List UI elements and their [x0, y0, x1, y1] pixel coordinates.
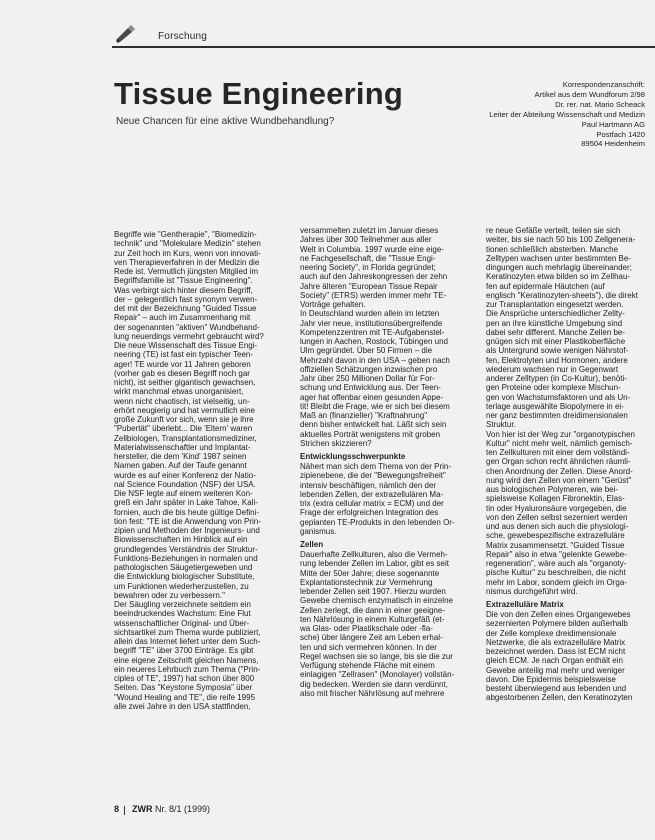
- text-line: det mit der Bezeichnung "Guided Tissue: [114, 304, 257, 313]
- text-line: mehr im Labor, sondern gleich im Orga-: [486, 577, 627, 587]
- text-line: versammelten zuletzt im Januar dieses: [300, 226, 439, 235]
- pen-nib-icon: [112, 22, 138, 44]
- text-line: Regel wachsen sie so lange, bis sie die zur: [300, 651, 453, 661]
- journal-reference: [132, 804, 210, 814]
- text-line: zur Zeit hoch im Kurs, wenn von innovati-: [114, 248, 261, 258]
- footer-divider: [124, 806, 125, 815]
- text-column-2: [300, 226, 476, 836]
- text-line: Jahr vier neue, institutionsübergreifende: [300, 318, 443, 328]
- text-line: rung lebender Zellen im Labor, gibt es seit: [300, 559, 449, 569]
- text-line: um Funktionen wiederherzustellen, zu: [114, 581, 249, 591]
- text-line: Die NSF legte auf einem weiteren Kon-: [114, 489, 253, 498]
- text-line: offiziellen Schätzungen inzwischen pro: [300, 364, 438, 374]
- text-line: Maß an (finanzieller) "Kraftnahrung": [300, 411, 428, 420]
- header-divider: [112, 46, 655, 48]
- text-line: dabei sehr different. Manche Zellen be-: [486, 327, 626, 337]
- text-line: Der Säugling verzeichnete seitdem ein: [114, 600, 251, 609]
- text-line: Rede ist. Vermutlich jüngsten Mitglied im: [114, 267, 259, 276]
- text-line: davon. Die Epidermis beispielsweise: [486, 674, 616, 684]
- text-line: Vorträge gehalten.: [300, 300, 366, 309]
- text-line: Jahr über 250 Millionen Dollar für For-: [300, 374, 435, 383]
- text-line: chen Anordnung der Zellen. Diese Anord-: [486, 466, 633, 476]
- text-line: der sogenannten "aktiven" Wundbehand-: [114, 322, 260, 332]
- correspondence-line: Dr. rer. nat. Mario Scheack: [555, 99, 645, 109]
- text-line: tin oder Hyaluronsäure vorgegeben, die: [486, 503, 627, 513]
- text-line: Zellbiologen, Transplantationsmediziner,: [114, 433, 257, 443]
- text-line: Begriffe wie "Gentherapie", "Biomedizin-: [114, 230, 257, 239]
- text-line: grundlegendes Verständnis der Struktur-: [114, 544, 258, 554]
- text-line: pische Kultur" zu beschreiben, die nicht: [486, 568, 626, 578]
- text-line: Frage der erfolgreichen Integration des: [300, 508, 439, 518]
- text-line: wissenschaftlicher Original- und Über-: [114, 618, 250, 628]
- text-line: terlage ausgewählte Biopolymere in ei-: [486, 401, 624, 411]
- text-line: pathologischen Säugetiergeweben und: [114, 563, 253, 572]
- text-line: Kultur" nicht mehr weit, nämlich gemisch-: [486, 438, 633, 448]
- text-line: der Zelle komplexe dreidimensionale: [486, 628, 617, 638]
- text-line: zipien und Methoden der Ingenieurs- und: [114, 526, 260, 535]
- page-number: 8: [114, 804, 120, 814]
- correspondence-block: [405, 80, 645, 149]
- text-line: bewahren oder zu verbessern.": [114, 590, 225, 600]
- text-line: Namen gaben. Auf der Taufe genannt: [114, 461, 247, 471]
- text-line: Keratinozyten etwa bilden so im Zellhau-: [486, 272, 631, 282]
- text-line: sche) über längere Zeit am Leben erhal-: [300, 633, 443, 643]
- text-line: sezernierten Polymere bilden außerhalb: [486, 619, 628, 629]
- text-line: Mehrzahl davon in den USA – geben nach: [300, 355, 450, 365]
- section-heading: Extrazelluläre Matrix: [486, 600, 564, 609]
- text-line: pen an ihre künstliche Umgebung sind: [486, 318, 623, 328]
- text-line: lungen in Aachen, Rostock, Tübingen und: [300, 337, 448, 346]
- text-line: spielsweise Kollagen Fibronektin, Elas-: [486, 494, 625, 504]
- journal-issue: Nr. 8/1 (1999): [152, 804, 211, 814]
- text-line: abgestorbenen Zellen, den Keratinozyten: [486, 693, 633, 703]
- text-line: tionen schließlich absterben. Manche: [486, 244, 619, 254]
- text-line: ten und sich vermehren können. In der: [300, 642, 437, 652]
- text-line: nicht), ist seither gigantisch gewachsen,: [114, 378, 256, 387]
- text-line: geplanten TE-Produkts in den lebenden Or-: [300, 517, 455, 527]
- correspondence-line: Paul Hartmann AG: [581, 119, 645, 129]
- text-line: intensiv beschäftigen, nämlich den der: [300, 480, 437, 490]
- text-line: Jahre älteren "European Tissue Repair: [300, 281, 438, 291]
- text-line: wa Glas- oder Plastikschale oder -fla-: [300, 624, 433, 633]
- text-line: ager hat offenbar einen gesunden Appe-: [300, 392, 444, 402]
- text-line: anderer Zelltypen (in Co-Kultur), benöti-: [486, 374, 627, 383]
- journal-name: ZWR: [132, 804, 153, 814]
- text-line: lebenden Zellen, der extrazellulären Ma-: [300, 489, 444, 499]
- text-line: "Wound Healing and TE", die reife 1995: [114, 692, 256, 702]
- text-line: Explantationstechnik zur Vermehrung: [300, 577, 433, 587]
- text-column-3: [486, 226, 655, 836]
- text-line: Welt in Columbia. 1997 wurde eine eige-: [300, 244, 444, 254]
- text-line: Was verbirgt sich hinter diesem Begriff,: [114, 285, 253, 295]
- text-line: trix (extra cellular matrix = ECM) und der: [300, 499, 444, 508]
- text-line: fen, Elektrolyten und Hormonen, andere: [486, 355, 628, 365]
- text-line: zipienebene, die der "Bewegungsfreiheit": [300, 471, 446, 481]
- correspondence-line: Leiter der Abteilung Wissenschaft und Medizin: [489, 109, 645, 119]
- text-line: "Pubertät" überlebt... Die 'Eltern' waren: [114, 424, 253, 434]
- article-subtitle: Neue Chancen für eine aktive Wundbehandlung?: [116, 116, 335, 127]
- text-line: fornien, auch die bis heute gültige Defini-: [114, 507, 259, 517]
- text-line: Funktions-Beziehungen in normalen und: [114, 553, 258, 563]
- text-line: ven Therapieverfahren in der Medizin die: [114, 257, 260, 267]
- text-line: ager! TE wurde vor 11 Jahren geboren: [114, 359, 251, 369]
- text-line: und aus denen sich auch die physiologi-: [486, 522, 629, 531]
- text-line: Materialwissenschaftler und Implantat-: [114, 442, 251, 452]
- text-line: Repair" also in etwa "gelenkte Gewebe-: [486, 549, 627, 559]
- text-line: wurde es auf einer Konferenz der Natio-: [114, 470, 256, 480]
- text-line: ciples of TE", 1997) hat schon über 800: [114, 674, 255, 683]
- text-line: Seiten. Das "Keystone Symposia" über: [114, 683, 253, 693]
- text-line: sichtsartikel zum Thema wurde publiziert,: [114, 627, 261, 637]
- text-line: Ulm gegründet. Über 50 Firmen – die: [300, 346, 433, 356]
- text-line: gen von Wachstumsfaktoren und als Un-: [486, 392, 631, 402]
- text-line: Begriffsfamilie ist "Tissue Engineering".: [114, 276, 253, 286]
- text-line: Die von den Zellen eines Organgewebes: [486, 610, 631, 619]
- text-line: Struktur.: [486, 420, 516, 430]
- text-line: Repair" – auch im Zusammenhang mit: [114, 313, 251, 323]
- text-line: gleich ECM. Je nach Organ enthält ein: [486, 656, 623, 666]
- text-line: In Deutschland wurden allein im letzten: [300, 309, 440, 319]
- text-line: gnügen sich mit einer Plastikoberfläche: [486, 337, 626, 346]
- text-line: neering (TE) ist fast ein typischer Teen-: [114, 350, 254, 360]
- section-label: Forschung: [158, 31, 208, 42]
- section-heading: Zellen: [300, 540, 324, 549]
- text-line: Biowissenschaften im Hinblick auf ein: [114, 535, 248, 545]
- text-line: Verfügung stehende Fläche mit einem: [300, 661, 435, 670]
- text-line: lung neuerdings vermehrt gebraucht wird?: [114, 331, 264, 341]
- text-line: sche, gewebespezifische extrazelluläre: [486, 531, 625, 541]
- text-line: dig bedecken. Werden sie dann verdünnt,: [300, 679, 448, 689]
- text-line: gen Organ schon recht ähnlichen räumli-: [486, 457, 631, 467]
- text-line: von den Zellen selbst sezerniert werden: [486, 512, 628, 522]
- text-line: tit! Bleibt die Frage, wie er sich bei diesem: [300, 401, 450, 411]
- text-line: dingungen auch mehrlagig übereinander;: [486, 263, 632, 272]
- text-line: ganismus.: [300, 526, 337, 536]
- text-line: aus biologischen Polymeren, wie bei-: [486, 485, 619, 494]
- text-line: allein das Internet liefert unter dem Such-: [114, 637, 261, 646]
- text-line: Kompetenzzentren mit TE-Aufgabenstel-: [300, 327, 445, 337]
- text-line: Die Ansprüche unterschiedlicher Zellty-: [486, 309, 625, 319]
- text-line: Gewebe chemisch enzymatisch in einzelne: [300, 596, 453, 606]
- text-line: begriff "TE" über 3700 Einträge. Es gibt: [114, 646, 254, 656]
- text-line: auch auf den Jahreskongressen der zehn: [300, 272, 448, 282]
- text-line: der – gelegentlich fast synonym verwen-: [114, 294, 258, 304]
- text-line: ne Fachgesellschaft, die "Tissue Engi-: [300, 253, 436, 263]
- text-column-1: [114, 230, 289, 800]
- text-line: nal Science Foundation (NSF) der USA.: [114, 479, 256, 489]
- correspondence-line: Postfach 1420: [596, 129, 645, 139]
- text-line: die Entwicklung biologischer Substitute,: [114, 572, 255, 582]
- text-line: Dauerhafte Zellkulturen, also die Vermeh-: [300, 550, 448, 559]
- text-line: große Zukunft vor sich, wenn sie je ihre: [114, 415, 254, 424]
- text-line: nismus durchgeführt wird.: [486, 586, 578, 596]
- text-line: weiter, bis sie nach 50 bis 100 Zellgenera-: [486, 235, 636, 245]
- text-line: ein neueres Lehrbuch zum Thema ("Prin-: [114, 664, 261, 674]
- correspondence-line: Artikel aus dem Wundforum 2/98: [534, 89, 645, 99]
- text-line: gen Proteine oder komplexe Mischun-: [486, 383, 621, 393]
- text-line: Netzwerke, die als extrazelluläre Matrix: [486, 637, 626, 647]
- text-line: nung wird den Zellen von einem "Gerüst": [486, 475, 632, 485]
- text-line: wiederum wachsen nur in Gegenwart: [486, 364, 619, 374]
- text-line: re neue Gefäße verteilt, teilen sie sich: [486, 226, 621, 235]
- text-line: schung und Entwicklung aus. Der Teen-: [300, 383, 441, 393]
- text-line: denn bisher entwickelt hat. Läßt sich sein: [300, 420, 447, 430]
- text-line: Die neue Wissenschaft des Tissue Engi-: [114, 341, 258, 350]
- text-line: ner ganz bestimmten dreidimensionalen: [486, 411, 628, 420]
- text-line: einlagigen "Zellrasen" (Monolayer) vollstän-: [300, 670, 455, 680]
- text-line: regeneration", wäre auch als "organoty-: [486, 559, 627, 568]
- text-line: beeindruckendes Wachstum: Eine Flut: [114, 609, 251, 619]
- text-line: Nähert man sich dem Thema von der Prin-: [300, 462, 452, 471]
- correspondence-line: 89504 Heidenheim: [581, 139, 645, 149]
- text-line: Gewebe anteilig mal mehr und weniger: [486, 665, 625, 675]
- text-line: neering Society", in Florida gegründet;: [300, 263, 436, 272]
- text-line: wirkt manchmal etwas unorganisiert,: [114, 387, 244, 397]
- text-line: ten Zellkulturen mit einer dem vollständi-: [486, 448, 630, 457]
- text-line: also mit frischer Nährlösung auf mehrere: [300, 688, 445, 698]
- text-line: Strichen skizzieren?: [300, 438, 372, 448]
- text-line: aktuelles Porträt wenigstens mit groben: [300, 429, 441, 439]
- text-line: Von hier ist der Weg zur "organotypischen: [486, 429, 635, 439]
- text-line: greß ein Jahr später in Lake Tahoe, Kali-: [114, 498, 258, 508]
- text-line: fen auf epidermale Häutchen (auf: [486, 281, 605, 291]
- text-line: technik" und "Molekulare Medizin" stehen: [114, 239, 261, 249]
- text-line: tion fest: "TE ist die Anwendung von Prin-: [114, 516, 261, 526]
- text-line: englisch "Keratinozyten-sheets"), die direkt: [486, 290, 638, 300]
- text-line: Zellen zerlegt, die dann in einer geeigne-: [300, 605, 445, 615]
- text-line: Society" (ETRS) werden immer mehr TE-: [300, 290, 447, 300]
- text-line: ten Nährlösung in einem Kulturgefäß (et-: [300, 614, 445, 624]
- article-title: Tissue Engineering: [114, 76, 403, 111]
- text-line: hersteller, die dem 'Kind' 1987 seinen: [114, 452, 247, 461]
- text-line: erhört neugierig und hat vermutlich eine: [114, 405, 255, 415]
- text-line: Zelltypen wachsen unter bestimmten Be-: [486, 253, 631, 263]
- correspondence-heading: Korrespondenzanschrift:: [562, 80, 645, 89]
- text-line: alle zwei Jahre in den USA stattfinden,: [114, 701, 251, 711]
- text-line: Jahres über 300 Teilnehmer aus aller: [300, 235, 432, 245]
- text-line: besteht überwiegend aus lebenden und: [486, 684, 627, 693]
- text-line: (vorher gab es diesen Begriff noch gar: [114, 368, 250, 378]
- text-line: lebender Zellen seit 1907. Hierzu wurden: [300, 587, 446, 596]
- text-line: wenn nicht chaotisch, ist vielseitig, un-: [114, 396, 250, 406]
- text-line: Mitte der 50er Jahre; diese sogenannte: [300, 568, 440, 578]
- text-line: eine eigene Zeitschrift gleichen Namens,: [114, 655, 259, 665]
- text-line: bezeichnet werden. Dass ist ECM nicht: [486, 647, 626, 656]
- text-line: Matrix zusammensetzt. "Guided Tissue: [486, 540, 625, 550]
- text-line: zur Transplantation eingesetzt werden.: [486, 300, 624, 309]
- section-heading: Entwicklungsschwerpunkte: [300, 452, 406, 461]
- text-line: als Untergrund sowie wenigen Nährstof-: [486, 346, 629, 356]
